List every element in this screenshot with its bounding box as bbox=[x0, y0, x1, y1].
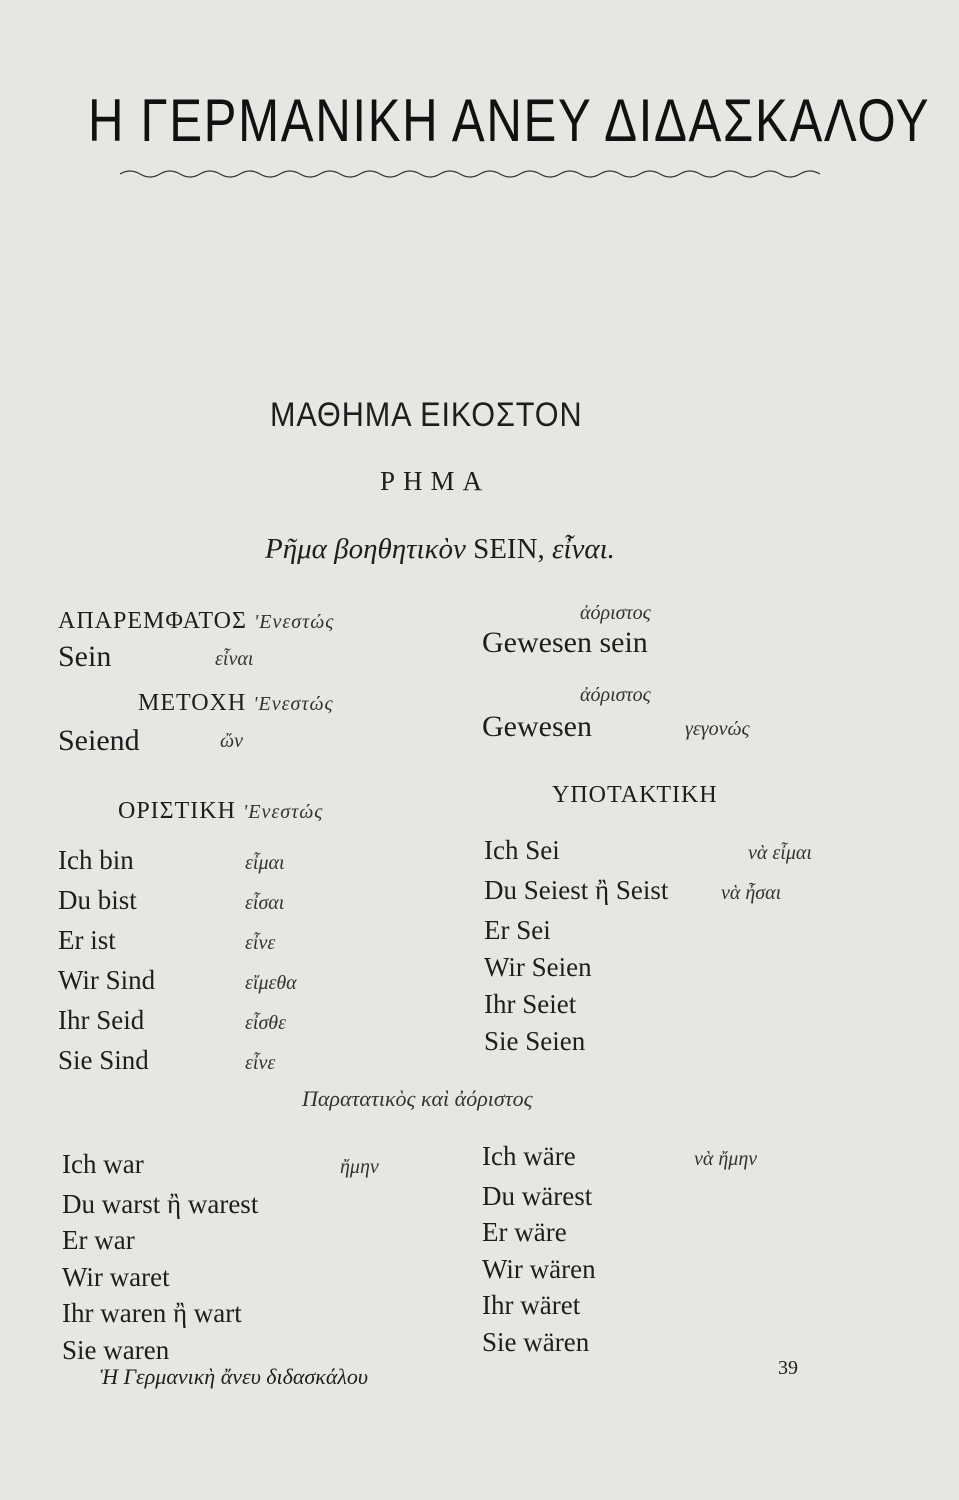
participle-aorist-german: Gewesen bbox=[482, 710, 592, 743]
participle-label bbox=[138, 690, 334, 717]
conjugation-row bbox=[482, 1178, 757, 1215]
conjugation-row bbox=[58, 842, 297, 882]
cell-text: 'Ενεστώς bbox=[253, 611, 335, 633]
cell-text: ΜΕΤΟΧΗ bbox=[138, 690, 247, 716]
participle-greek: ὤν bbox=[220, 730, 243, 752]
cell-text: 'Ενεστώς bbox=[253, 693, 334, 715]
subjunctive-table bbox=[484, 832, 812, 1060]
cell-text: Sie Sind bbox=[58, 1045, 149, 1075]
conjugation-row bbox=[484, 1023, 812, 1060]
page-number: 39 bbox=[778, 1357, 798, 1379]
conjugation-row bbox=[62, 1295, 379, 1332]
cell-text: εἶνε bbox=[245, 932, 276, 954]
participle-aorist-greek: γεγονώς bbox=[685, 718, 750, 740]
conjugation-row bbox=[484, 832, 812, 872]
conjugation-row bbox=[482, 1214, 757, 1251]
cell-text: Du wärest bbox=[482, 1180, 593, 1211]
conjugation-row bbox=[58, 962, 297, 1002]
cell-text: Er Sei bbox=[484, 915, 551, 945]
conjugation-row bbox=[482, 1138, 757, 1178]
past-indicative-table bbox=[62, 1146, 379, 1368]
aux-greek: εἶναι. bbox=[552, 533, 615, 565]
wavy-rule bbox=[120, 154, 820, 184]
cell-text: νὰ ἤμην bbox=[694, 1148, 758, 1170]
conjugation-row bbox=[484, 872, 812, 912]
cell-text: Wir Sind bbox=[58, 965, 156, 995]
cell-text: Du Seiest ἢ Seist bbox=[484, 875, 669, 905]
conjugation-row bbox=[482, 1287, 757, 1324]
conjugation-row bbox=[62, 1259, 379, 1296]
cell-text: Wir waret bbox=[62, 1261, 170, 1292]
past-subjunctive-table bbox=[482, 1138, 757, 1360]
participle-german: Seiend bbox=[58, 724, 140, 757]
cell-text: Du bist bbox=[58, 885, 137, 915]
cell-text: Wir Seien bbox=[484, 952, 592, 982]
indicative-label bbox=[118, 798, 323, 825]
running-footer: Ἡ Γερμανικὴ ἄνευ διδασκάλου bbox=[100, 1364, 368, 1389]
book-title: Η ΓΕΡΜΑΝΙΚΗ ΑΝΕΥ ΔΙΔΑΣΚΑΛΟΥ bbox=[88, 87, 931, 154]
cell-text: Ihr Seiet bbox=[484, 989, 577, 1019]
lesson-heading: ΜΑΘΗΜΑ ΕΙΚΟΣΤΟΝ bbox=[270, 396, 583, 434]
cell-text: Du warst ἢ warest bbox=[62, 1188, 259, 1219]
conjugation-row bbox=[62, 1332, 379, 1369]
past-tense-heading: Παρατατικὸς καὶ ἀόριστος bbox=[302, 1086, 533, 1111]
cell-text: εἶμαι bbox=[245, 852, 285, 874]
conjugation-row bbox=[482, 1251, 757, 1288]
cell-text: Er wäre bbox=[482, 1217, 567, 1247]
cell-text: Ich wäre bbox=[482, 1141, 576, 1171]
cell-text: Wir wären bbox=[482, 1253, 596, 1284]
conjugation-row bbox=[484, 986, 812, 1023]
cell-text: Sie waren bbox=[62, 1334, 170, 1365]
cell-text: Er ist bbox=[58, 925, 116, 955]
participle-aorist-label: ἀόριστος bbox=[580, 684, 651, 706]
cell-text: εἶνε bbox=[245, 1052, 276, 1074]
auxiliary-verb-line bbox=[265, 533, 615, 566]
cell-text: ἤμην bbox=[340, 1156, 379, 1178]
aux-german: SEIN, bbox=[473, 533, 545, 565]
cell-text: ΟΡΙΣΤΙΚΗ bbox=[118, 798, 236, 824]
cell-text: Ihr Seid bbox=[58, 1005, 145, 1035]
cell-text: νὰ ἦσαι bbox=[721, 882, 782, 904]
cell-text: εἶσθε bbox=[245, 1012, 287, 1034]
conjugation-row bbox=[482, 1324, 757, 1361]
indicative-table bbox=[58, 842, 297, 1082]
cell-text: Sie wären bbox=[482, 1326, 590, 1357]
conjugation-row bbox=[58, 922, 297, 962]
cell-text: Ich war bbox=[62, 1149, 144, 1179]
conjugation-row bbox=[62, 1186, 379, 1223]
cell-text: 'Ενεστώς bbox=[242, 801, 324, 823]
cell-text: εἶσαι bbox=[245, 892, 285, 914]
infinitive-aorist-german: Gewesen sein bbox=[482, 626, 648, 659]
cell-text: Ihr waren ἢ wart bbox=[62, 1298, 242, 1328]
section-heading: ΡΗΜΑ bbox=[380, 466, 491, 496]
cell-text: Ich Sei bbox=[484, 835, 560, 865]
conjugation-row bbox=[58, 1002, 297, 1042]
cell-text: νὰ εἶμαι bbox=[748, 842, 812, 864]
cell-text: Er war bbox=[62, 1225, 135, 1255]
infinitive-greek: εἶναι bbox=[215, 648, 254, 670]
cell-text: Sie Seien bbox=[484, 1026, 586, 1056]
aux-label: Ρῆμα βοηθητικὸν bbox=[265, 533, 466, 565]
conjugation-row bbox=[484, 949, 812, 986]
infinitive-label bbox=[58, 608, 334, 635]
conjugation-row bbox=[62, 1146, 379, 1186]
infinitive-aorist-label: ἀόριστος bbox=[580, 602, 651, 624]
infinitive-german: Sein bbox=[58, 640, 112, 673]
conjugation-row bbox=[58, 882, 297, 922]
cell-text: Ihr wäret bbox=[482, 1290, 581, 1320]
conjugation-row bbox=[62, 1222, 379, 1259]
conjugation-row bbox=[58, 1042, 297, 1082]
cell-text: Ich bin bbox=[58, 845, 134, 875]
cell-text: ΑΠΑΡΕΜΦΑΤΟΣ bbox=[58, 608, 247, 634]
subjunctive-label: ΥΠΟΤΑΚΤΙΚΗ bbox=[552, 782, 718, 808]
conjugation-row bbox=[484, 912, 812, 949]
cell-text: εἴμεθα bbox=[245, 972, 297, 994]
